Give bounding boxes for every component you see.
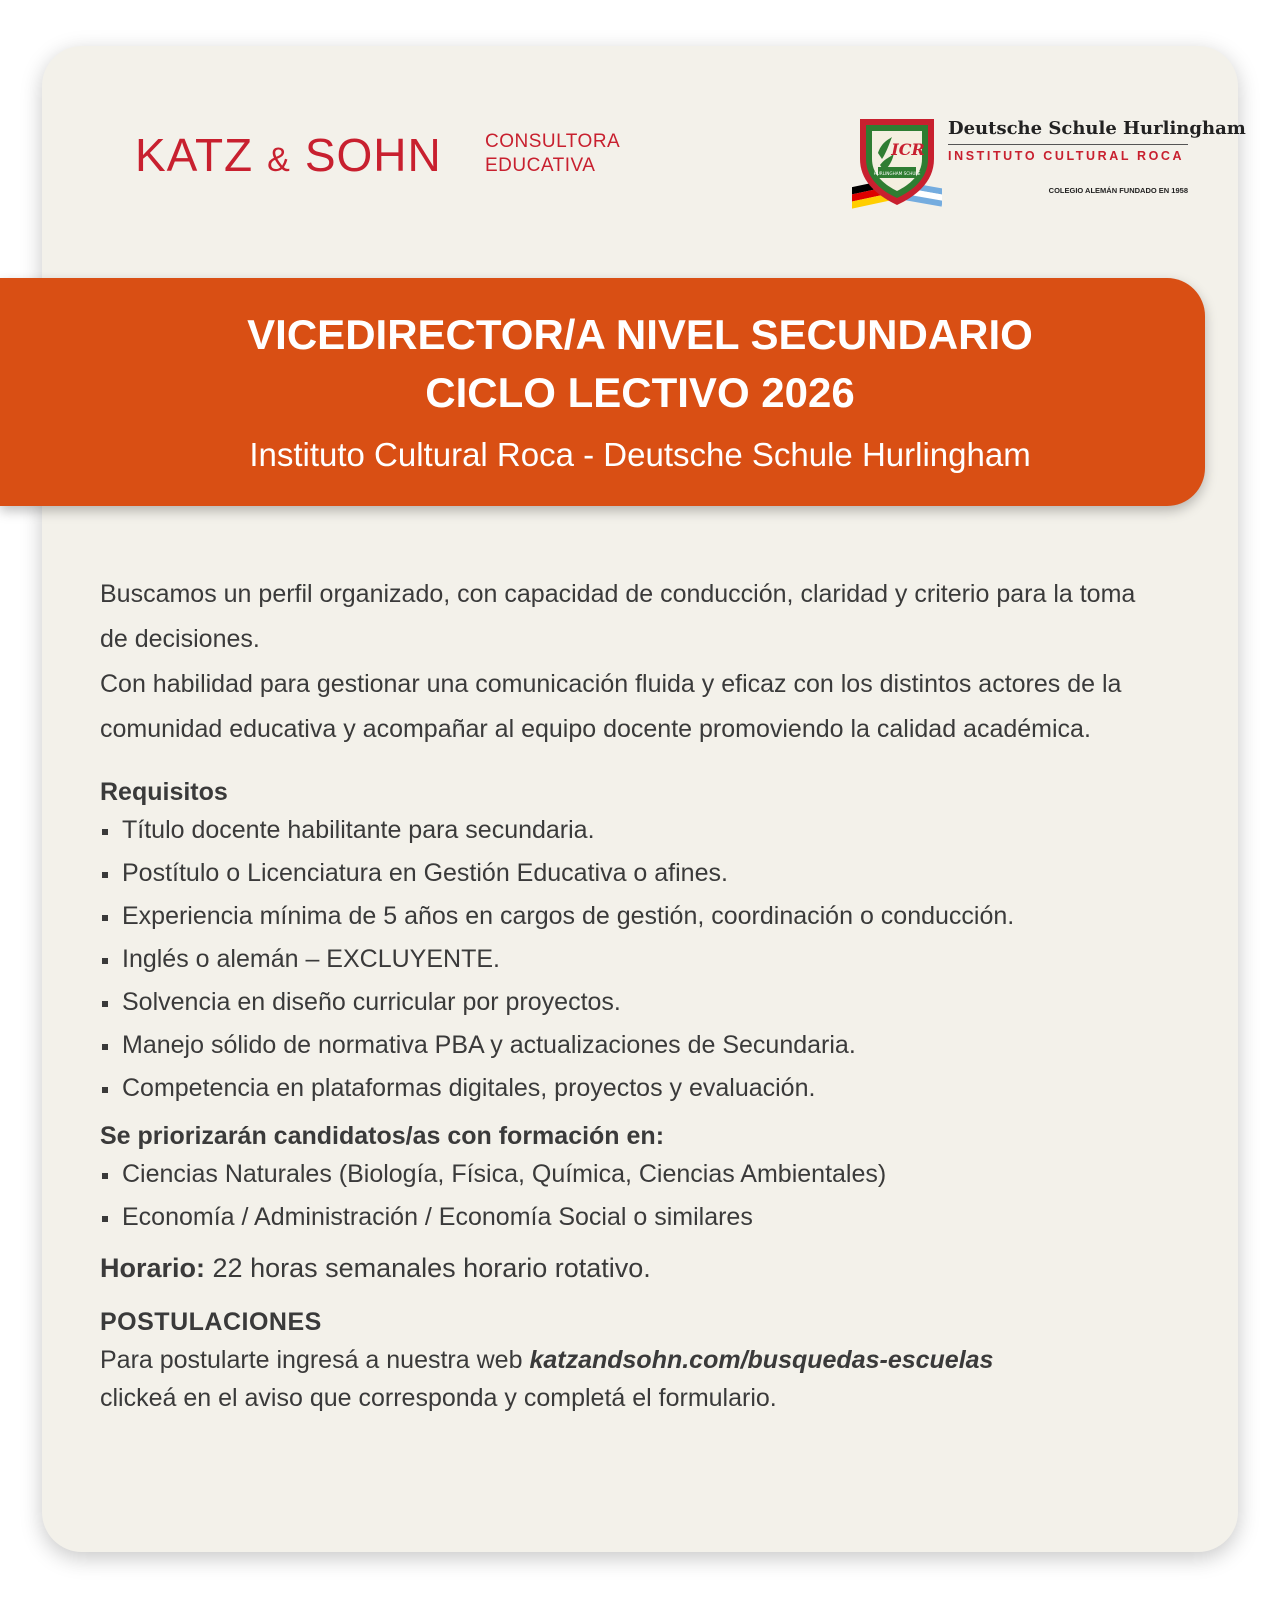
school-divider (948, 144, 1188, 145)
school-name-german: Deutsche Schule Hurlingham (948, 118, 1246, 139)
schedule-value: 22 horas semanales horario rotativo. (212, 1253, 651, 1283)
posting-body (100, 572, 1160, 1417)
brand-subtitle-line2: EDUCATIVA (485, 155, 596, 176)
institution-subtitle: Instituto Cultural Roca - Deutsche Schule Hurlingham (249, 436, 1031, 473)
brand-name-right: SOHN (304, 129, 442, 181)
katz-sohn-logo (135, 128, 442, 182)
applications-url-link[interactable]: katzandsohn.com/busquedas-escuelas (529, 1346, 994, 1374)
school-crest-icon (852, 113, 942, 211)
brand-subtitle-line1: CONSULTORA (485, 131, 621, 152)
schedule-label: Horario: (100, 1253, 206, 1283)
priority-title: Se priorizarán candidatos/as con formación en: (100, 1122, 665, 1150)
brand-name-left: KATZ (135, 129, 254, 181)
title-banner (0, 278, 1205, 506)
crest-letters: ICR (891, 140, 925, 159)
intro-text (100, 572, 1160, 752)
job-title (0, 306, 1280, 422)
school-logo (948, 118, 1246, 195)
school-name-spanish: INSTITUTO CULTURAL ROCA (948, 149, 1185, 163)
applications-text (100, 1341, 1160, 1417)
list-item: Experiencia mínima de 5 años en cargos de gestión, coordinación o conducción. (100, 895, 1160, 938)
applications-title: POSTULACIONES (100, 1308, 322, 1336)
priority-list (100, 1153, 1160, 1239)
list-item: Título docente habilitante para secundaria. (100, 809, 1160, 852)
job-title-line1: VICEDIRECTOR/A NIVEL SECUNDARIO (247, 311, 1033, 358)
list-item: Postítulo o Licenciatura en Gestión Educativa o afines. (100, 852, 1160, 895)
list-item: Economía / Administración / Economía Social o similares (100, 1196, 1160, 1239)
list-item: Inglés o alemán – EXCLUYENTE. (100, 938, 1160, 981)
crest-ribbon: HURLINGHAM SCHULE (873, 171, 921, 176)
applications-text-after: clickeá en el aviso que corresponda y completá el formulario. (100, 1384, 777, 1412)
intro-paragraph-2: Con habilidad para gestionar una comunicación fluida y eficaz con los distintos actores de la comunidad educativa y acompañar al equipo docente promoviendo la calidad académica. (100, 670, 1122, 743)
brand-subtitle (485, 130, 620, 178)
schedule (100, 1253, 1160, 1284)
school-tagline: COLEGIO ALEMÁN FUNDADO EN 1958 (1048, 186, 1188, 195)
requirements-title: Requisitos (100, 778, 228, 806)
list-item: Solvencia en diseño curricular por proyectos. (100, 981, 1160, 1024)
requirements-list (100, 809, 1160, 1110)
job-title-line2: CICLO LECTIVO 2026 (425, 369, 855, 416)
brand-ampersand: & (267, 141, 291, 179)
list-item: Competencia en plataformas digitales, proyectos y evaluación. (100, 1067, 1160, 1110)
intro-paragraph-1: Buscamos un perfil organizado, con capacidad de conducción, claridad y criterio para la toma de decisiones. (100, 580, 1136, 653)
list-item: Ciencias Naturales (Biología, Física, Química, Ciencias Ambientales) (100, 1153, 1160, 1196)
list-item: Manejo sólido de normativa PBA y actualizaciones de Secundaria. (100, 1024, 1160, 1067)
applications-text-before: Para postularte ingresá a nuestra web (100, 1346, 523, 1374)
